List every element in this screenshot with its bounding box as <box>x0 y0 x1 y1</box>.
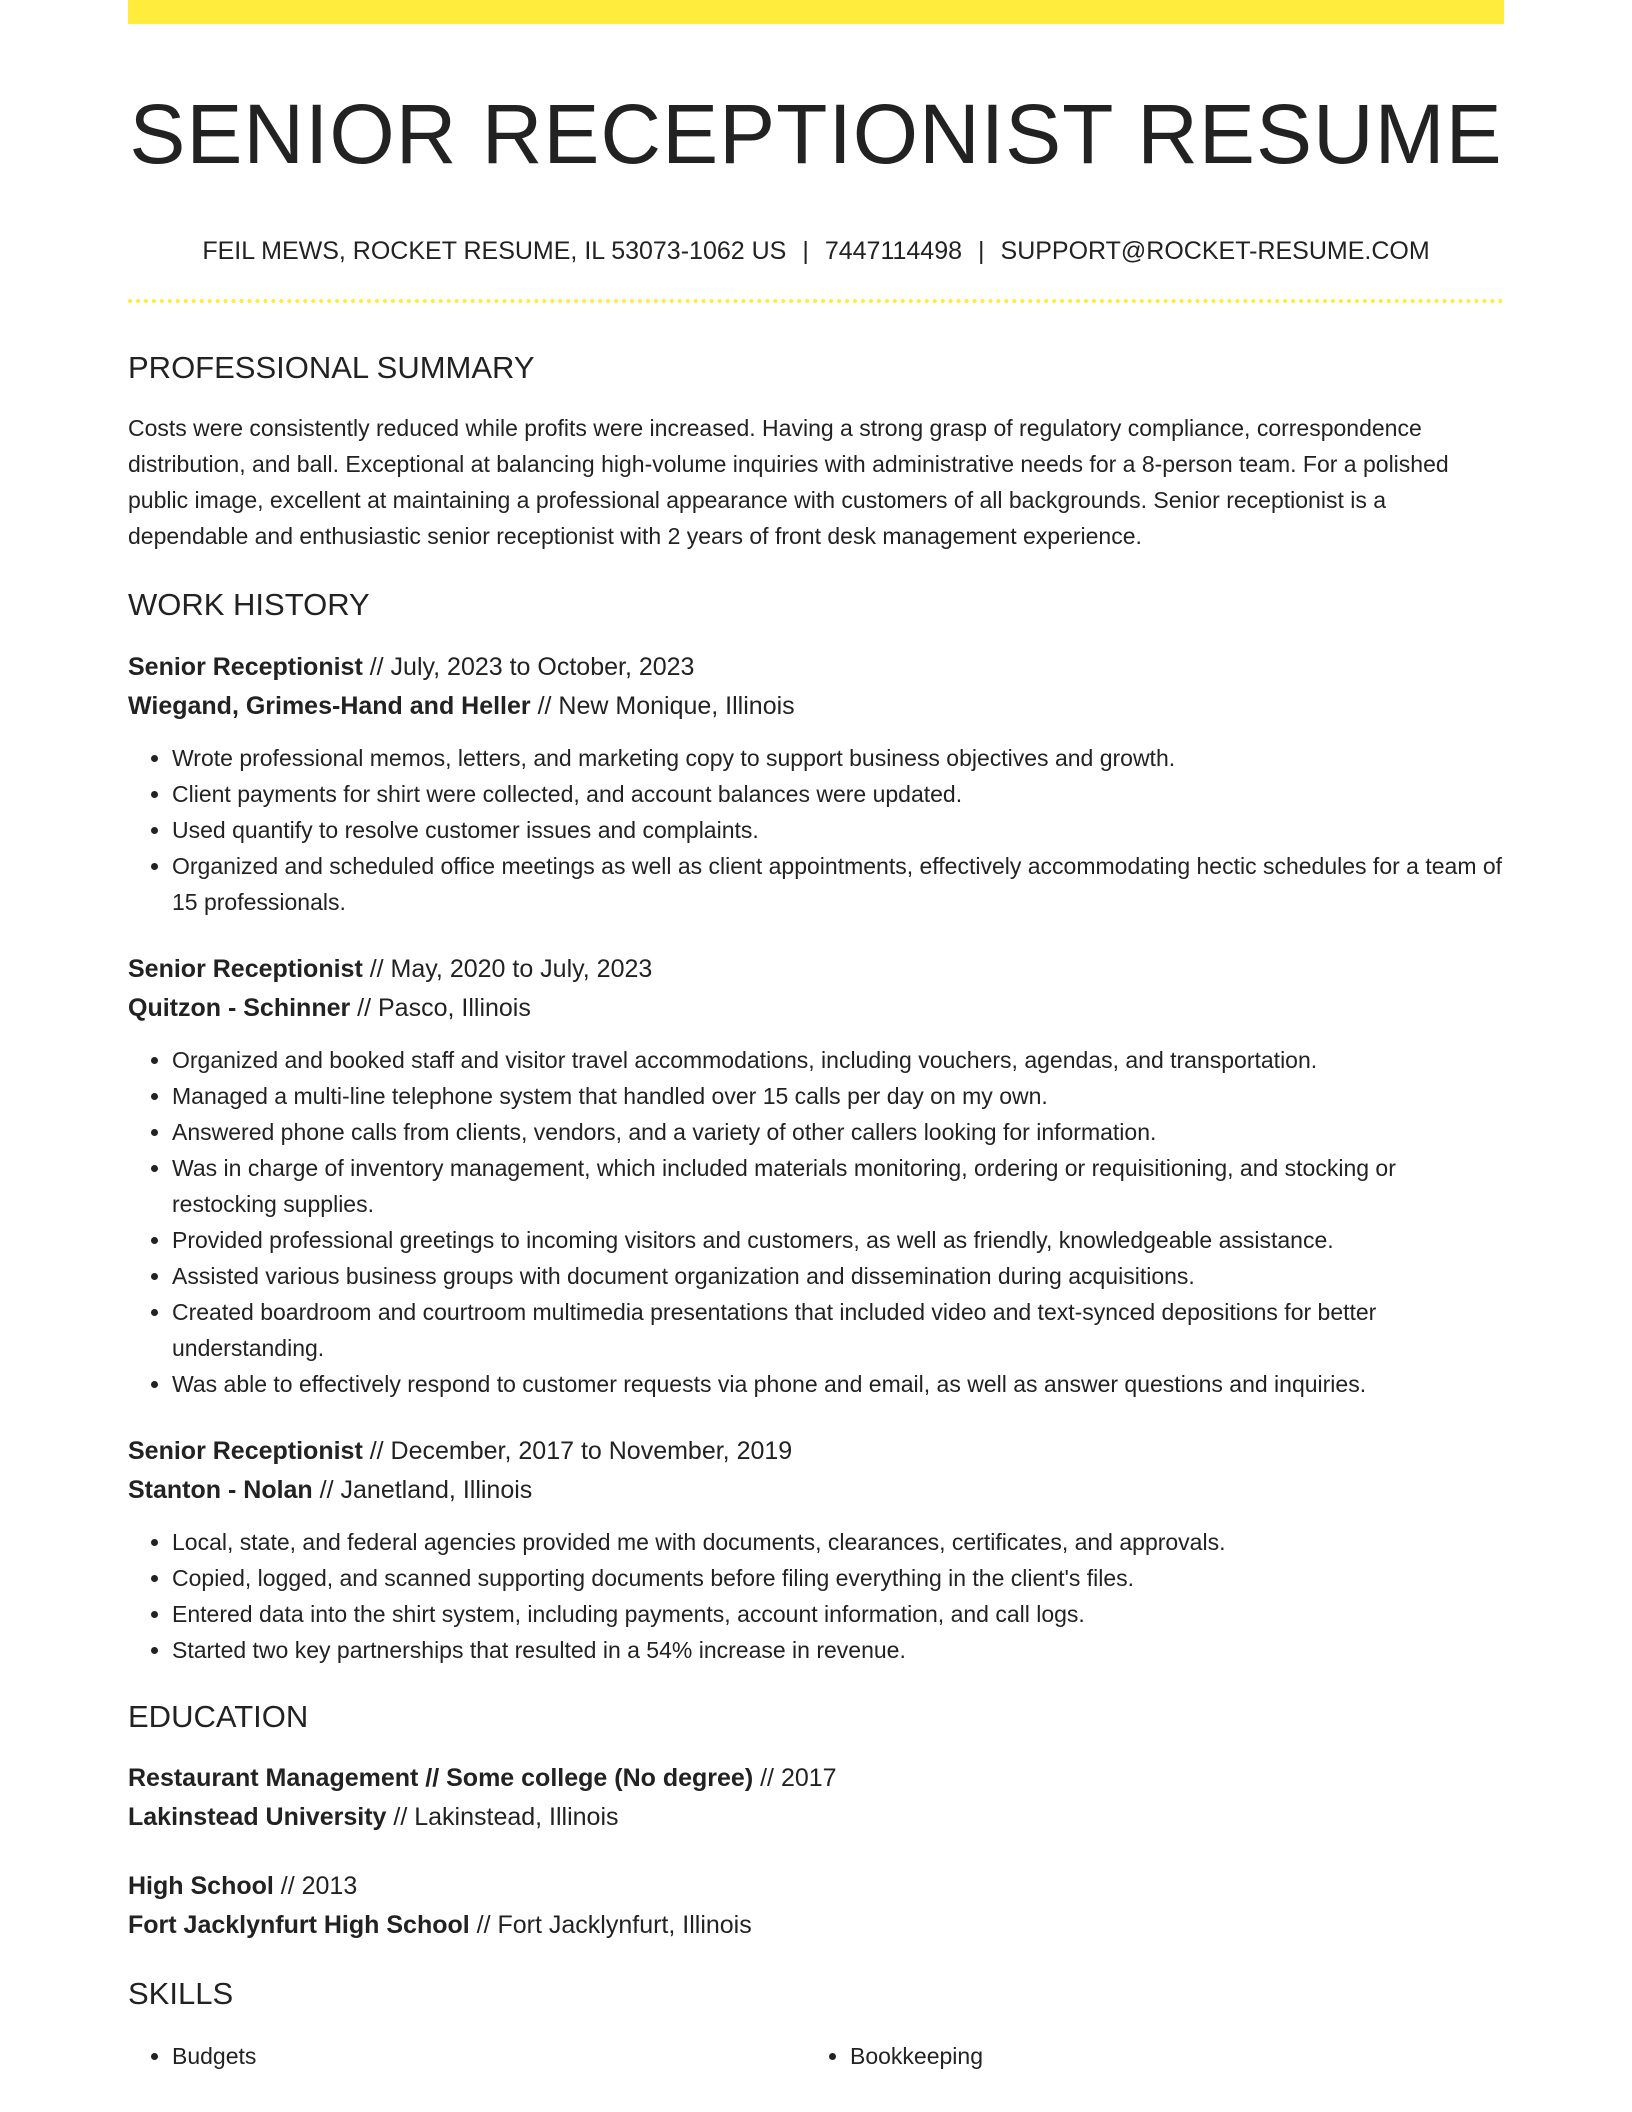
education-entry <box>128 1867 1504 1945</box>
list-item: • Provided professional greetings to incoming visitors and customers, as well as friendly, knowledgeable assistance. <box>172 1222 1504 1258</box>
education-school-line <box>128 1906 1504 1945</box>
education-degree-line <box>128 1867 1504 1906</box>
work-history-heading: WORK HISTORY <box>128 587 370 623</box>
education-degree-line <box>128 1759 1504 1798</box>
job-title-line <box>128 648 1504 687</box>
job-bullets <box>128 740 1504 920</box>
job-dates: // May, 2020 to July, 2023 <box>369 954 653 983</box>
skills-heading: SKILLS <box>128 1975 234 2011</box>
list-item: • Was able to effectively respond to customer requests via phone and email, as well as answer questions and inquiries. <box>172 1366 1504 1402</box>
list-item: • Wrote professional memos, letters, and marketing copy to support business objectives and growth. <box>172 740 1504 776</box>
list-item: • Entered data into the shirt system, including payments, account information, and call logs. <box>172 1596 1504 1632</box>
education-entry <box>128 1759 1504 1837</box>
job-company-line <box>128 687 1504 726</box>
contact-separator: | <box>978 236 985 265</box>
education-location: // Fort Jacklynfurt, Illinois <box>476 1910 752 1939</box>
list-item: • Answered phone calls from clients, vendors, and a variety of other callers looking for information. <box>172 1114 1504 1150</box>
job-dates: // December, 2017 to November, 2019 <box>369 1436 793 1465</box>
job-bullets <box>128 1042 1504 1402</box>
contact-line <box>128 235 1504 268</box>
list-item: • Local, state, and federal agencies provided me with documents, clearances, certificates, and approvals. <box>172 1524 1504 1560</box>
job-company-line <box>128 1471 1504 1510</box>
list-item: • Client payments for shirt were collected, and account balances were updated. <box>172 776 1504 812</box>
skills-column-left <box>128 2038 806 2074</box>
list-item: • Managed a multi-line telephone system that handled over 15 calls per day on my own. <box>172 1078 1504 1114</box>
education-school: Fort Jacklynfurt High School <box>128 1910 470 1939</box>
job-company: Stanton - Nolan <box>128 1475 313 1504</box>
job-entry <box>128 950 1504 1402</box>
list-item: • Started two key partnerships that resulted in a 54% increase in revenue. <box>172 1632 1504 1668</box>
education-year: // 2013 <box>280 1871 358 1900</box>
accent-bar <box>128 0 1504 24</box>
resume-page <box>128 0 1504 2074</box>
job-location: // Pasco, Illinois <box>357 993 531 1022</box>
list-item: • Budgets <box>172 2038 806 2074</box>
job-title: Senior Receptionist <box>128 954 363 983</box>
contact-phone: 7447114498 <box>824 236 963 265</box>
education-degree: Restaurant Management // Some college (No degree) <box>128 1763 754 1792</box>
skills-grid <box>128 2038 1504 2074</box>
dotted-divider <box>128 299 1504 303</box>
contact-email: SUPPORT@ROCKET-RESUME.COM <box>1000 236 1430 265</box>
job-entry <box>128 1432 1504 1668</box>
skills-column-right <box>806 2038 1484 2074</box>
job-location: // Janetland, Illinois <box>319 1475 533 1504</box>
list-item: • Bookkeeping <box>850 2038 1484 2074</box>
list-item: • Copied, logged, and scanned supporting documents before filing everything in the client's files. <box>172 1560 1504 1596</box>
job-dates: // July, 2023 to October, 2023 <box>369 652 695 681</box>
job-company-line <box>128 989 1504 1028</box>
job-company: Quitzon - Schinner <box>128 993 351 1022</box>
education-degree: High School <box>128 1871 274 1900</box>
list-item: • Assisted various business groups with document organization and dissemination during acquisitions. <box>172 1258 1504 1294</box>
job-title-line <box>128 950 1504 989</box>
contact-separator: | <box>802 236 809 265</box>
education-school: Lakinstead University <box>128 1802 387 1831</box>
job-entry <box>128 648 1504 920</box>
resume-title: SENIOR RECEPTIONIST RESUME <box>129 87 1503 181</box>
list-item: • Was in charge of inventory management, which included materials monitoring, ordering or requisitioning, and stocking or restocking supplies. <box>172 1150 1504 1222</box>
list-item: • Organized and booked staff and visitor travel accommodations, including vouchers, agendas, and transportation. <box>172 1042 1504 1078</box>
job-title: Senior Receptionist <box>128 652 363 681</box>
job-title-line <box>128 1432 1504 1471</box>
list-item: • Created boardroom and courtroom multimedia presentations that included video and text-synced depositions for better understanding. <box>172 1294 1504 1366</box>
summary-heading: PROFESSIONAL SUMMARY <box>128 350 535 386</box>
list-item: • Organized and scheduled office meetings as well as client appointments, effectively accommodating hectic schedules for a team of 15 professionals. <box>172 848 1504 920</box>
list-item: • Used quantify to resolve customer issues and complaints. <box>172 812 1504 848</box>
education-school-line <box>128 1798 1504 1837</box>
job-bullets <box>128 1524 1504 1668</box>
contact-address: FEIL MEWS, ROCKET RESUME, IL 53073-1062 US <box>202 236 787 265</box>
education-heading: EDUCATION <box>128 1698 309 1734</box>
education-year: // 2017 <box>760 1763 837 1792</box>
job-title: Senior Receptionist <box>128 1436 363 1465</box>
education-location: // Lakinstead, Illinois <box>393 1802 619 1831</box>
summary-text: Costs were consistently reduced while profits were increased. Having a strong grasp of regulatory compliance, correspondence distribution, and ball. Exceptional at balancing high-volume inquiries with administrative needs for a 8-person team. For a polished public image, excellent at maintaining a professional appearance with customers of all backgrounds. Senior receptionist is a dependable and enthusiastic senior receptionist with 2 years of front desk management experience. <box>128 415 1449 550</box>
job-company: Wiegand, Grimes-Hand and Heller <box>128 691 531 720</box>
job-location: // New Monique, Illinois <box>537 691 795 720</box>
